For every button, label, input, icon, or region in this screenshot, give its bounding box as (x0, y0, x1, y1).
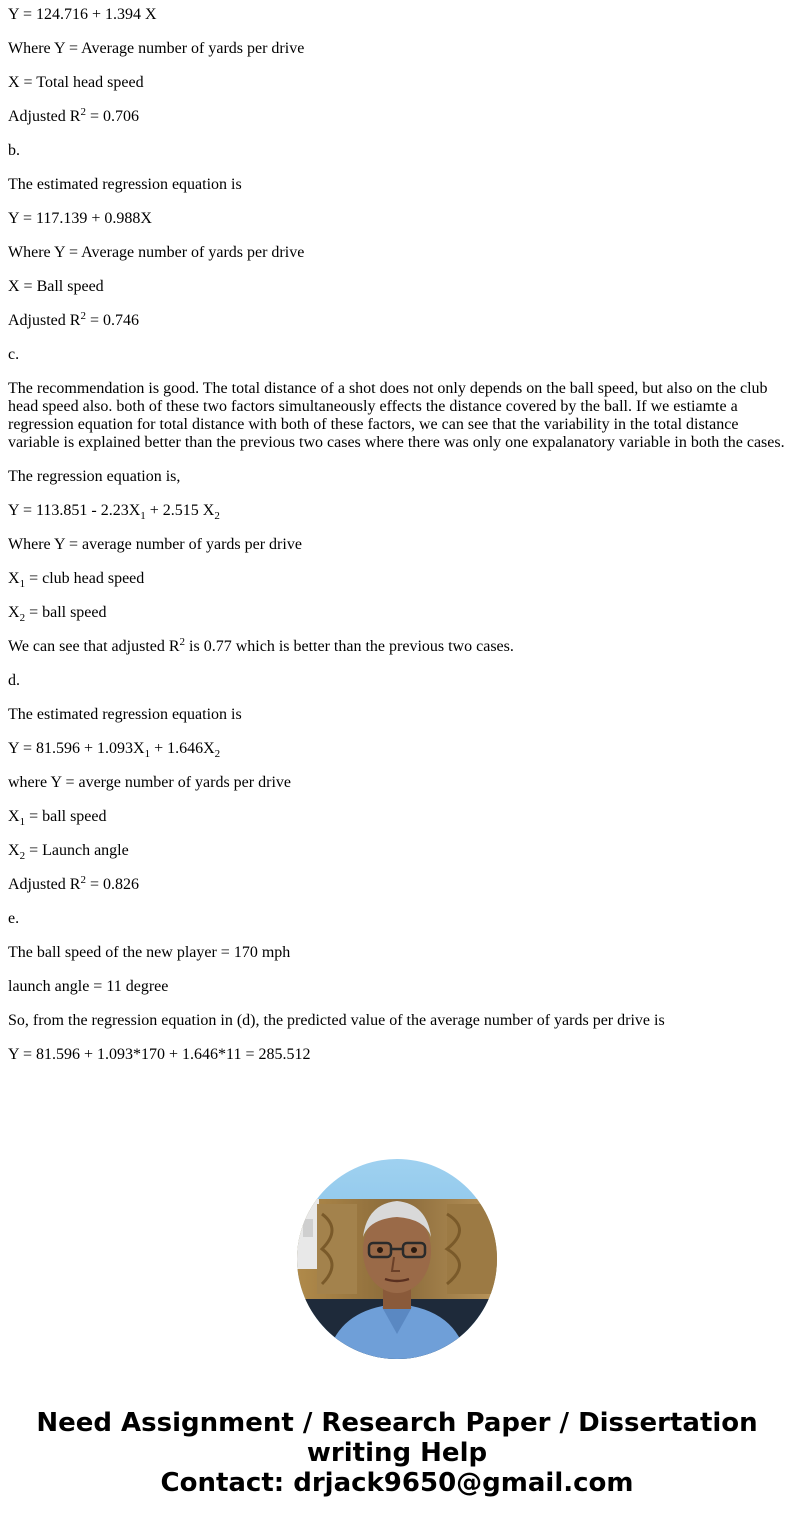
regression-equation-c: $Y = 113.851 - 2.23X_1 + 2.515$ $X_2$ (8, 502, 220, 522)
adjusted-r2-a: Adjusted $R^2 = 0.706$ (8, 106, 139, 125)
paragraph-c: The recommendation is good. The total distance of a shot does not only depends on the ball speed, but also on the club head speed also. both of these two factors simultaneously effects the distance covered by the ball. If we estiamte a regression equation for total distance with both of these factors, we can see that the variability in the total distance variable is explained better than the previous two cases where there was only one expalanatory variable in both the cases. (8, 380, 785, 451)
definition-y-a: Where Y = Average number of yards per drive (8, 40, 305, 57)
definition-y-b: Where Y = Average number of yards per drive (8, 244, 305, 261)
answer-content (0, 6, 794, 1064)
prediction-intro-e: So, from the regression equation in (d), the predicted value of the average number of yards per drive is (8, 1012, 665, 1029)
definition-x2-c: $X_2$ = ball speed (8, 604, 107, 624)
part-label-b: b. (8, 142, 20, 159)
banner-contact-email: Contact: drjack9650@gmail.com (160, 1468, 634, 1498)
regression-equation-a: Y = 124.716 + 1.394 X (8, 6, 157, 23)
banner-line-2: writing Help (306, 1438, 488, 1468)
regression-equation-d: $Y = 81.596 + 1.093X_1 + 1.646X_2$ (8, 740, 221, 760)
part-label-d: d. (8, 672, 20, 689)
launch-angle-e: launch angle = 11 degree (8, 978, 169, 995)
adjusted-r2-d: Adjusted $R^2 = 0.826$ (8, 874, 139, 893)
part-label-c: c. (8, 346, 20, 363)
definition-y-d: where Y = averge number of yards per drive (8, 774, 291, 791)
regression-equation-b: Y = 117.139 + 0.988X (8, 210, 152, 227)
part-label-e: e. (8, 910, 20, 927)
ball-speed-e: The ball speed of the new player = 170 mph (8, 944, 291, 961)
contact-banner (0, 1408, 794, 1498)
intro-b: The estimated regression equation is (8, 176, 242, 193)
intro-c: The regression equation is, (8, 468, 181, 485)
avatar (297, 1159, 497, 1359)
person-photo-icon (297, 1159, 497, 1359)
definition-x2-d: $X_2$ = Launch angle (8, 842, 129, 862)
definition-x1-c: $X_1$ = club head speed (8, 570, 145, 590)
definition-x1-d: $X_1$ = ball speed (8, 808, 107, 828)
definition-x-b: X = Ball speed (8, 278, 104, 295)
definition-y-c: Where Y = average number of yards per drive (8, 536, 302, 553)
banner-line-1: Need Assignment / Research Paper / Dissertation (36, 1408, 758, 1438)
adjusted-r2-c: We can see that adjusted $R^2$ is 0.77 which is better than the previous two cases. (8, 636, 514, 655)
adjusted-r2-b: Adjusted $R^2 = 0.746$ (8, 310, 139, 329)
prediction-equation-e: Y = 81.596 + 1.093*170 + 1.646*11 = 285.512 (8, 1046, 311, 1063)
intro-d: The estimated regression equation is (8, 706, 242, 723)
definition-x-a: X = Total head speed (8, 74, 144, 91)
